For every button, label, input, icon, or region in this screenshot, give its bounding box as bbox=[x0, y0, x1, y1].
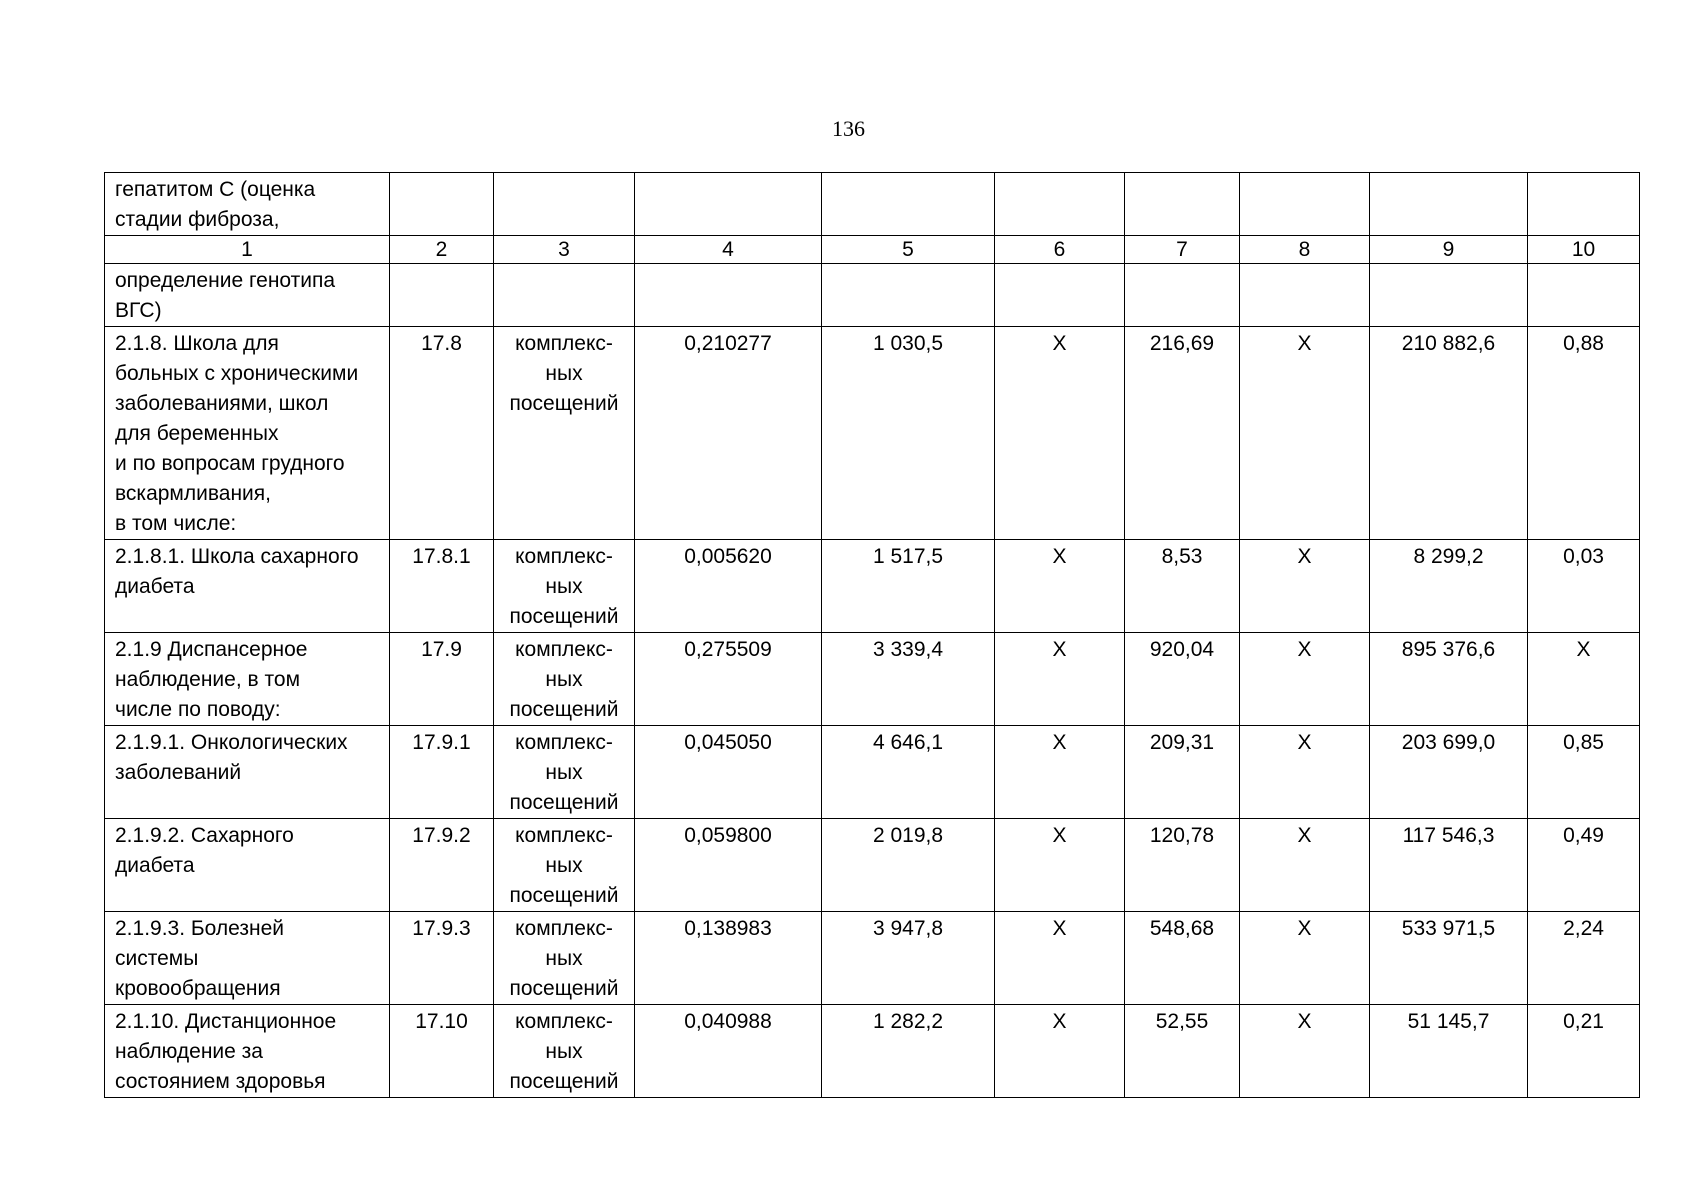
row-unit: комплекс- ных посещений bbox=[494, 540, 635, 633]
row-unit: комплекс- ных посещений bbox=[494, 726, 635, 819]
empty-cell bbox=[1370, 264, 1528, 327]
row-code: 17.9 bbox=[390, 633, 494, 726]
row-col-9: 8 299,2 bbox=[1370, 540, 1528, 633]
column-number: 8 bbox=[1240, 236, 1370, 264]
row-col-5: 2 019,8 bbox=[822, 819, 995, 912]
row-col-7: 52,55 bbox=[1125, 1005, 1240, 1098]
row-col-10: 2,24 bbox=[1528, 912, 1640, 1005]
row-col-9: 203 699,0 bbox=[1370, 726, 1528, 819]
row-col-5: 1 517,5 bbox=[822, 540, 995, 633]
row-col-10: 0,49 bbox=[1528, 819, 1640, 912]
row-col-6: Х bbox=[995, 327, 1125, 540]
empty-cell bbox=[1370, 173, 1528, 236]
table-row bbox=[105, 726, 1640, 819]
continuation-name-top: гепатитом С (оценка стадии фиброза, bbox=[105, 173, 390, 236]
row-name: 2.1.8. Школа для больных с хроническими заболеваниями, школ для беременных и по вопросам грудного вскармливания, в том числе: bbox=[105, 327, 390, 540]
row-col-5: 1 030,5 bbox=[822, 327, 995, 540]
column-number: 6 bbox=[995, 236, 1125, 264]
row-col-6: Х bbox=[995, 540, 1125, 633]
row-col-9: 51 145,7 bbox=[1370, 1005, 1528, 1098]
column-number: 2 bbox=[390, 236, 494, 264]
row-col-6: Х bbox=[995, 819, 1125, 912]
row-col-4: 0,275509 bbox=[635, 633, 822, 726]
column-number: 3 bbox=[494, 236, 635, 264]
row-col-5: 3 339,4 bbox=[822, 633, 995, 726]
row-col-6: Х bbox=[995, 726, 1125, 819]
row-col-10: Х bbox=[1528, 633, 1640, 726]
row-code: 17.10 bbox=[390, 1005, 494, 1098]
continuation-name-bottom: определение генотипа ВГС) bbox=[105, 264, 390, 327]
tariff-table bbox=[104, 172, 1640, 1098]
empty-cell bbox=[494, 173, 635, 236]
row-col-9: 210 882,6 bbox=[1370, 327, 1528, 540]
column-number: 1 bbox=[105, 236, 390, 264]
column-number: 7 bbox=[1125, 236, 1240, 264]
empty-cell bbox=[1528, 173, 1640, 236]
empty-cell bbox=[1240, 173, 1370, 236]
row-unit: комплекс- ных посещений bbox=[494, 327, 635, 540]
row-col-8: Х bbox=[1240, 1005, 1370, 1098]
empty-cell bbox=[635, 173, 822, 236]
row-col-10: 0,88 bbox=[1528, 327, 1640, 540]
row-col-10: 0,21 bbox=[1528, 1005, 1640, 1098]
row-col-4: 0,045050 bbox=[635, 726, 822, 819]
row-col-7: 920,04 bbox=[1125, 633, 1240, 726]
row-col-8: Х bbox=[1240, 633, 1370, 726]
row-unit: комплекс- ных посещений bbox=[494, 1005, 635, 1098]
row-col-7: 548,68 bbox=[1125, 912, 1240, 1005]
table-row bbox=[105, 912, 1640, 1005]
row-unit: комплекс- ных посещений bbox=[494, 819, 635, 912]
row-col-7: 8,53 bbox=[1125, 540, 1240, 633]
row-col-9: 895 376,6 bbox=[1370, 633, 1528, 726]
row-col-4: 0,138983 bbox=[635, 912, 822, 1005]
row-name: 2.1.10. Дистанционное наблюдение за состоянием здоровья bbox=[105, 1005, 390, 1098]
row-code: 17.9.1 bbox=[390, 726, 494, 819]
table-row bbox=[105, 327, 1640, 540]
empty-cell bbox=[494, 264, 635, 327]
row-col-5: 3 947,8 bbox=[822, 912, 995, 1005]
empty-cell bbox=[822, 264, 995, 327]
row-code: 17.9.3 bbox=[390, 912, 494, 1005]
row-col-10: 0,03 bbox=[1528, 540, 1640, 633]
row-col-9: 533 971,5 bbox=[1370, 912, 1528, 1005]
row-name: 2.1.9.3. Болезней системы кровообращения bbox=[105, 912, 390, 1005]
empty-cell bbox=[822, 173, 995, 236]
continuation-row-bottom bbox=[105, 264, 1640, 327]
row-col-8: Х bbox=[1240, 819, 1370, 912]
page-number: 136 bbox=[832, 116, 865, 141]
empty-cell bbox=[1125, 264, 1240, 327]
table-row bbox=[105, 540, 1640, 633]
row-unit: комплекс- ных посещений bbox=[494, 912, 635, 1005]
row-col-6: Х bbox=[995, 633, 1125, 726]
empty-cell bbox=[995, 173, 1125, 236]
row-code: 17.9.2 bbox=[390, 819, 494, 912]
column-numbers-row bbox=[105, 236, 1640, 264]
column-number: 9 bbox=[1370, 236, 1528, 264]
row-col-7: 216,69 bbox=[1125, 327, 1240, 540]
column-number: 4 bbox=[635, 236, 822, 264]
row-col-6: Х bbox=[995, 912, 1125, 1005]
row-name: 2.1.9 Диспансерное наблюдение, в том числе по поводу: bbox=[105, 633, 390, 726]
row-name: 2.1.9.2. Сахарного диабета bbox=[105, 819, 390, 912]
row-col-4: 0,005620 bbox=[635, 540, 822, 633]
row-col-5: 4 646,1 bbox=[822, 726, 995, 819]
row-col-8: Х bbox=[1240, 327, 1370, 540]
row-unit: комплекс- ных посещений bbox=[494, 633, 635, 726]
row-col-8: Х bbox=[1240, 726, 1370, 819]
empty-cell bbox=[1125, 173, 1240, 236]
row-name: 2.1.9.1. Онкологических заболеваний bbox=[105, 726, 390, 819]
column-number: 10 bbox=[1528, 236, 1640, 264]
row-col-7: 120,78 bbox=[1125, 819, 1240, 912]
empty-cell bbox=[1240, 264, 1370, 327]
row-col-8: Х bbox=[1240, 912, 1370, 1005]
empty-cell bbox=[390, 173, 494, 236]
column-number: 5 bbox=[822, 236, 995, 264]
row-col-7: 209,31 bbox=[1125, 726, 1240, 819]
row-col-8: Х bbox=[1240, 540, 1370, 633]
row-name: 2.1.8.1. Школа сахарного диабета bbox=[105, 540, 390, 633]
row-col-4: 0,040988 bbox=[635, 1005, 822, 1098]
table-row bbox=[105, 819, 1640, 912]
empty-cell bbox=[635, 264, 822, 327]
row-col-4: 0,059800 bbox=[635, 819, 822, 912]
row-col-6: Х bbox=[995, 1005, 1125, 1098]
table-row bbox=[105, 633, 1640, 726]
continuation-row-top bbox=[105, 173, 1640, 236]
row-col-4: 0,210277 bbox=[635, 327, 822, 540]
empty-cell bbox=[995, 264, 1125, 327]
row-col-10: 0,85 bbox=[1528, 726, 1640, 819]
table-row bbox=[105, 1005, 1640, 1098]
empty-cell bbox=[390, 264, 494, 327]
row-code: 17.8 bbox=[390, 327, 494, 540]
row-col-5: 1 282,2 bbox=[822, 1005, 995, 1098]
row-code: 17.8.1 bbox=[390, 540, 494, 633]
empty-cell bbox=[1528, 264, 1640, 327]
row-col-9: 117 546,3 bbox=[1370, 819, 1528, 912]
